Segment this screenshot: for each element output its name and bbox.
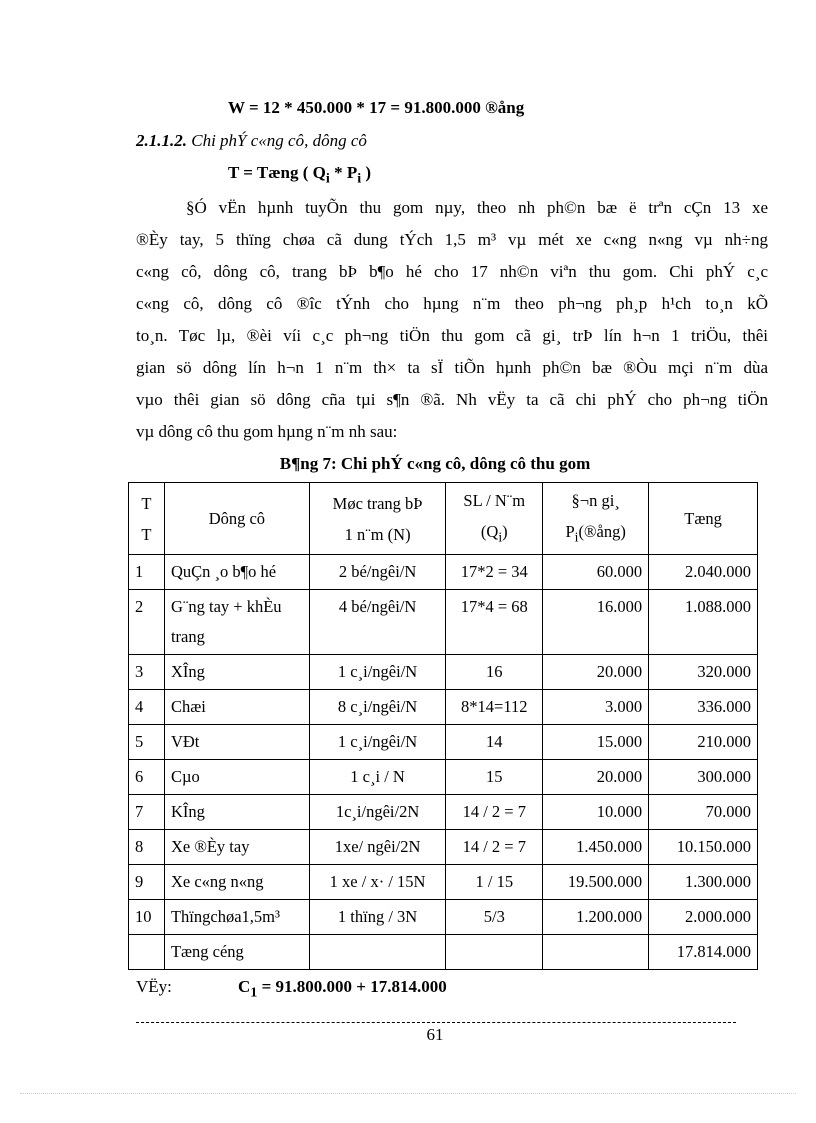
- cell-total: 1.300.000: [649, 865, 758, 900]
- table-row: [129, 725, 758, 760]
- header-qty-suffix: ): [502, 522, 508, 541]
- paragraph-line: §Ó vËn hµnh tuyÕn thu gom nµy, theo nh ph©n bæ ë trªn cÇn 13 xe: [186, 198, 768, 217]
- header-qty-sub: i: [498, 529, 503, 545]
- cell-total: 2.040.000: [649, 555, 758, 590]
- cell-total: 1.088.000: [649, 590, 758, 655]
- cell-tt: 5: [129, 725, 165, 760]
- cell-total: 210.000: [649, 725, 758, 760]
- page-number: 61: [426, 1025, 444, 1044]
- cell-tt: 2: [129, 590, 165, 655]
- header-price-prefix: P: [565, 522, 575, 541]
- cell-empty: [446, 935, 543, 970]
- cell-norm: 1 c¸i/ngêi/N: [309, 655, 446, 690]
- cell-tt: 8: [129, 830, 165, 865]
- cell-tool: VÐt: [164, 725, 309, 760]
- cell-tt: 9: [129, 865, 165, 900]
- table-row: [129, 795, 758, 830]
- cell-tool: Xe c«ng n«ng: [164, 865, 309, 900]
- page-bottom-dotted-rule: [20, 1093, 796, 1094]
- paragraph-line: gian sö dông lín h¬n 1 n¨m th× ta sÏ tiÕn hµnh ph©n bæ ®Òu mçi n¨m dùa: [136, 358, 768, 377]
- table-title: B¶ng 7: Chi phÝ c«ng cô, dông cô thu gom: [279, 454, 591, 473]
- cell-qty: 16: [446, 655, 543, 690]
- cell-tt: 3: [129, 655, 165, 690]
- header-price-suffix: (®ång): [578, 522, 626, 541]
- header-tt: [129, 483, 165, 555]
- cell-price: 60.000: [543, 555, 649, 590]
- cell-norm: 2 bé/ngêi/N: [309, 555, 446, 590]
- cell-total: 2.000.000: [649, 900, 758, 935]
- cost-table: [128, 482, 758, 970]
- cell-qty: 14 / 2 = 7: [446, 795, 543, 830]
- header-norm-line1: Møc trang bÞ: [332, 493, 423, 513]
- cell-price: 1.200.000: [543, 900, 649, 935]
- header-price-line1: §¬n gi¸: [571, 491, 620, 510]
- cell-qty: 17*2 = 34: [446, 555, 543, 590]
- cell-empty: [543, 935, 649, 970]
- cell-norm: 1c¸i/ngêi/2N: [309, 795, 446, 830]
- header-price-sub: i: [574, 529, 579, 545]
- header-norm: [309, 483, 446, 555]
- paragraph-line: ®Èy tay, 5 thïng chøa cã dung tÝch 1,5 m³ vµ mét xe c«ng n«ng vµ nh÷ng: [136, 230, 768, 249]
- paragraph-line: c«ng cô, dông cô, trang bÞ b¶o hé cho 17 nh©n viªn thu gom. Chi phÝ c¸c: [136, 262, 768, 281]
- cell-tool: Cµo: [164, 760, 309, 795]
- section-heading: [136, 131, 367, 151]
- cell-price: 19.500.000: [543, 865, 649, 900]
- cell-total: 336.000: [649, 690, 758, 725]
- cell-tool: QuÇn ¸o b¶o hé: [164, 555, 309, 590]
- conclusion-formula: [238, 977, 447, 1001]
- header-price: [543, 483, 649, 555]
- header-tt-top: T: [141, 493, 152, 513]
- cell-total: 70.000: [649, 795, 758, 830]
- cell-norm: 8 c¸i/ngêi/N: [309, 690, 446, 725]
- footer-dashed-rule: [136, 1022, 736, 1023]
- section-number: 2.1.1.2.: [136, 131, 187, 150]
- cell-total: 320.000: [649, 655, 758, 690]
- conclusion-sub: 1: [250, 984, 258, 1001]
- table-header-row: [129, 483, 758, 555]
- cell-norm: 1 xe / x· / 15N: [309, 865, 446, 900]
- cell-qty: 14 / 2 = 7: [446, 830, 543, 865]
- cell-total: 10.150.000: [649, 830, 758, 865]
- cell-empty: [309, 935, 446, 970]
- sum-label: Tæng céng: [164, 935, 309, 970]
- formula-t-sub-q: i: [325, 170, 330, 187]
- paragraph-line: to¸n. Tøc lµ, ®èi víi c¸c ph¬ng tiÖn thu gom cã gi¸ trÞ lín h¬n 1 triÖu, thêi: [136, 326, 768, 345]
- header-norm-line2: 1 n¨m (N): [344, 524, 411, 544]
- formula-t-suffix: ): [361, 163, 372, 182]
- formula-t-sub-p: i: [357, 170, 362, 187]
- cell-qty: 1 / 15: [446, 865, 543, 900]
- paragraph-line: c«ng cô, dông cô ®îc tÝnh cho hµng n¨m theo ph¬ng ph¸p h¹ch to¸n kÕ: [136, 294, 768, 313]
- table-sum-row: [129, 935, 758, 970]
- formula-t: [228, 163, 371, 187]
- cell-tool: Xe ®Èy tay: [164, 830, 309, 865]
- cell-tool: G¨ng tay + khÈu trang: [164, 590, 309, 655]
- conclusion-expr: = 91.800.000 + 17.814.000: [257, 977, 447, 996]
- cell-price: 20.000: [543, 655, 649, 690]
- cell-tool: XÎng: [164, 655, 309, 690]
- table-row: [129, 900, 758, 935]
- header-qty: [446, 483, 543, 555]
- formula-w: W = 12 * 450.000 * 17 = 91.800.000 ®ång: [228, 98, 525, 117]
- cell-tt: 10: [129, 900, 165, 935]
- cell-norm: 1 thïng / 3N: [309, 900, 446, 935]
- cell-tt: 6: [129, 760, 165, 795]
- table-row: [129, 865, 758, 900]
- cell-price: 20.000: [543, 760, 649, 795]
- table-row: [129, 830, 758, 865]
- table-row: [129, 655, 758, 690]
- cell-price: 1.450.000: [543, 830, 649, 865]
- cell-tool: Chæi: [164, 690, 309, 725]
- cell-norm: 4 bé/ngêi/N: [309, 590, 446, 655]
- cell-qty: 17*4 = 68: [446, 590, 543, 655]
- cell-qty: 8*14=112: [446, 690, 543, 725]
- cell-price: 3.000: [543, 690, 649, 725]
- cell-tool: Thïngchøa1,5m³: [164, 900, 309, 935]
- table-row: [129, 690, 758, 725]
- header-total: Tæng: [649, 483, 758, 555]
- cell-qty: 15: [446, 760, 543, 795]
- table-row: [129, 760, 758, 795]
- conclusion-prefix: C: [238, 977, 251, 996]
- paragraph-line: vµo thêi gian sö dông cña tµi s¶n ®ã. Nh vËy ta cã chi phÝ cho ph¬ng tiÖn: [136, 390, 768, 409]
- cell-tt: 4: [129, 690, 165, 725]
- table-row: [129, 555, 758, 590]
- header-qty-prefix: (Q: [480, 522, 499, 541]
- paragraph-line: vµ dông cô thu gom hµng n¨m nh sau:: [136, 422, 398, 441]
- formula-t-mid: * P: [329, 163, 358, 182]
- cell-qty: 14: [446, 725, 543, 760]
- cell-tool: KÎng: [164, 795, 309, 830]
- formula-t-prefix: T = Tæng ( Q: [228, 163, 326, 182]
- cell-price: 15.000: [543, 725, 649, 760]
- header-tool: Dông cô: [164, 483, 309, 555]
- cell-price: 10.000: [543, 795, 649, 830]
- cell-qty: 5/3: [446, 900, 543, 935]
- cell-norm: 1 c¸i / N: [309, 760, 446, 795]
- header-tt-bottom: T: [141, 524, 152, 544]
- cell-tt: 1: [129, 555, 165, 590]
- cell-tt: 7: [129, 795, 165, 830]
- section-title: Chi phÝ c«ng cô, dông cô: [191, 131, 367, 150]
- cell-norm: 1xe/ ngêi/2N: [309, 830, 446, 865]
- table-row: [129, 590, 758, 655]
- cell-norm: 1 c¸i/ngêi/N: [309, 725, 446, 760]
- cell-price: 16.000: [543, 590, 649, 655]
- body-paragraph: [136, 192, 768, 448]
- conclusion-label: VËy:: [136, 977, 172, 996]
- cell-total: 300.000: [649, 760, 758, 795]
- cell-empty: [129, 935, 165, 970]
- sum-value: 17.814.000: [649, 935, 758, 970]
- header-qty-line1: SL / N¨m: [463, 491, 526, 510]
